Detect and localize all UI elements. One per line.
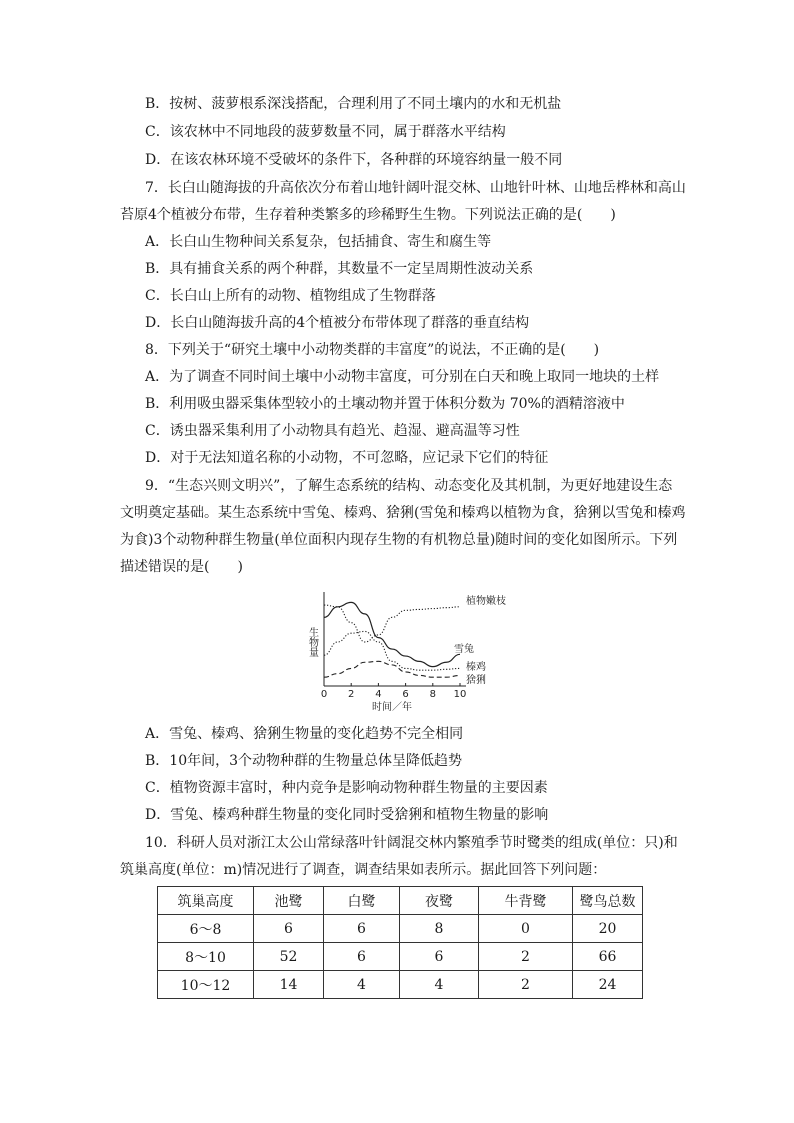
series-label: 雪兔 <box>454 644 474 655</box>
x-tick-label: 8 <box>429 689 436 700</box>
q7-option-b: B．具有捕食关系的两个种群，其数量不一定呈周期性波动关系 <box>145 261 534 277</box>
q10-stem-line-1: 10．科研人员对浙江太公山常绿落叶针阔混交林内繁殖季节时鹭类的组成(单位：只)和 <box>145 835 678 851</box>
table-header-cell: 筑巢高度 <box>158 887 254 915</box>
x-tick-label: 0 <box>320 689 328 700</box>
table-cell: 6 <box>400 943 479 971</box>
x-tick-label: 10 <box>453 689 467 700</box>
table-cell: 66 <box>573 943 643 971</box>
q7-option-c: C．长白山上所有的动物、植物组成了生物群落 <box>145 288 436 304</box>
table-row <box>158 971 643 999</box>
q6-option-c: C．该农林中不同地段的菠萝数量不同，属于群落水平结构 <box>145 124 506 140</box>
y-axis-label: 生物量 <box>306 627 318 657</box>
x-tick-label: 6 <box>402 689 409 700</box>
table-cell: 0 <box>479 915 573 943</box>
q6-option-d: D．在该农林环境不受破坏的条件下，各种群的环境容纳量一般不同 <box>145 152 563 168</box>
q8-option-b: B．利用吸虫器采集体型较小的土壤动物并置于体积分数为 70%的酒精溶液中 <box>145 396 625 412</box>
table-cell: 20 <box>573 915 643 943</box>
table-cell: 6～8 <box>158 915 254 943</box>
biomass-chart <box>300 588 506 718</box>
table-header-cell: 池鹭 <box>254 887 324 915</box>
q7-stem-line-1: 7．长白山随海拔的升高依次分布着山地针阔叶混交林、山地针叶林、山地岳桦林和高山 <box>145 180 686 196</box>
table-cell: 8～10 <box>158 943 254 971</box>
series-label: 植物嫩枝 <box>466 596 506 607</box>
q9-stem-line-4: 描述错误的是( ) <box>120 559 243 575</box>
q6-option-b: B．按树、菠萝根系深浅搭配，合理利用了不同土壤内的水和无机盐 <box>145 96 562 112</box>
x-tick-label: 4 <box>375 689 382 700</box>
table-cell: 10～12 <box>158 971 254 999</box>
table-row <box>158 915 643 943</box>
q10-stem-line-2: 筑巢高度(单位：m)情况进行了调查，调查结果如表所示。据此回答下列问题： <box>120 862 607 878</box>
q8-stem: 8．下列关于“研究土壤中小动物类群的丰富度”的说法，不正确的是( ) <box>145 342 600 358</box>
q9-option-a: A．雪兔、榛鸡、猞猁生物量的变化趋势不完全相同 <box>145 726 464 742</box>
q8-option-a: A．为了调查不同时间土壤中小动物丰富度，可分别在白天和晚上取同一地块的土样 <box>145 369 660 385</box>
table-header-cell: 牛背鹭 <box>479 887 573 915</box>
table-cell: 6 <box>254 915 324 943</box>
table-header-row <box>158 887 643 915</box>
q9-stem-line-3: 为食)3个动物种群生物量(单位面积内现存生物的有机物总量)随时间的变化如图所示。下列 <box>120 532 678 548</box>
table-header-cell: 夜鹭 <box>400 887 479 915</box>
biomass-chart-svg <box>300 588 506 718</box>
table-cell: 24 <box>573 971 643 999</box>
series-label: 榛鸡 <box>466 662 486 673</box>
series-label: 猞猁 <box>466 675 486 686</box>
table-cell: 4 <box>324 971 400 999</box>
table-cell: 52 <box>254 943 324 971</box>
table-cell: 14 <box>254 971 324 999</box>
table-cell: 6 <box>324 943 400 971</box>
x-tick-label: 2 <box>348 689 355 700</box>
table-cell: 4 <box>400 971 479 999</box>
table-row <box>158 943 643 971</box>
q9-stem-line-1: 9．“生态兴则文明兴”，了解生态系统的结构、动态变化及其机制，为更好地建设生态 <box>145 478 673 494</box>
q9-option-c: C．植物资源丰富时，种内竞争是影响动物种群生物量的主要因素 <box>145 780 548 796</box>
series-line <box>324 605 460 642</box>
q8-option-d: D．对于无法知道名称的小动物，不可忽略，应记录下它们的特征 <box>145 450 549 466</box>
q9-stem-line-2: 文明奠定基础。某生态系统中雪兔、榛鸡、猞猁(雪兔和榛鸡以植物为食，猞猁以雪兔和榛鸡 <box>120 505 686 521</box>
table-header-cell: 鹭鸟总数 <box>573 887 643 915</box>
egret-survey-table <box>157 886 643 999</box>
table-header-cell: 白鹭 <box>324 887 400 915</box>
q7-stem-line-2: 苔原4个植被分布带，生存着种类繁多的珍稀野生生物。下列说法正确的是( ) <box>120 207 616 223</box>
table-cell: 2 <box>479 943 573 971</box>
table-cell: 6 <box>324 915 400 943</box>
x-axis-label: 时间／年 <box>372 702 412 713</box>
q9-option-d: D．雪兔、榛鸡种群生物量的变化同时受猞猁和植物生物量的影响 <box>145 807 549 823</box>
q7-option-d: D．长白山随海拔升高的4个植被分布带体现了群落的垂直结构 <box>145 315 530 331</box>
q8-option-c: C．诱虫器采集利用了小动物具有趋光、趋湿、避高温等习性 <box>145 423 520 439</box>
q7-option-a: A．长白山生物种间关系复杂，包括捕食、寄生和腐生等 <box>145 234 492 250</box>
series-line <box>324 602 460 666</box>
q9-option-b: B．10年间，3个动物种群的生物量总体呈降低趋势 <box>145 753 463 769</box>
table-cell: 2 <box>479 971 573 999</box>
table-cell: 8 <box>400 915 479 943</box>
